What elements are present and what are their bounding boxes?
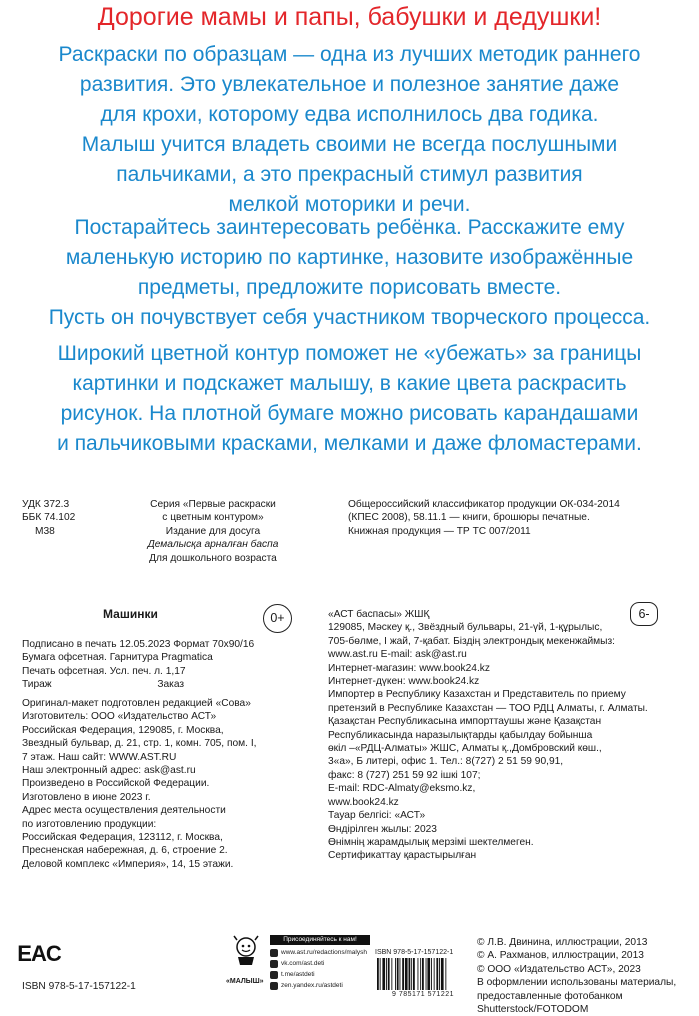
publisher-kz-line: өкіл –«РДЦ-Алматы» ЖШС, Алматы қ.,Домбровский көш.,	[328, 743, 602, 755]
telegram-icon	[270, 971, 278, 979]
brand-logo	[228, 935, 264, 978]
text-line: Раскраски по образцам — одна из лучших методик раннего	[58, 43, 641, 66]
product-classifier	[348, 498, 620, 538]
social-link-telegram[interactable]	[270, 969, 370, 980]
publisher-kz-line: Тауар белгісі: «АСТ»	[328, 810, 426, 822]
publisher-line: Деловой комплекс «Империя», 14, 15 этажи.	[22, 858, 234, 870]
copyright-block	[477, 936, 676, 1016]
text-line: рисунок. На плотной бумаге можно рисовать карандашами	[60, 402, 639, 425]
publisher-line: по изготовлению продукции:	[22, 818, 157, 830]
barcode	[375, 958, 471, 990]
publisher-kz-line: Республикасында наразылықтарды қабылдау бойынша	[328, 729, 593, 741]
text-line: и пальчиковыми красками, мелками и даже фломастерами.	[57, 432, 642, 455]
social-link-text: zen.yandex.ru/astdeti	[281, 982, 343, 989]
brand-logo-text: «МАЛЫШ»	[226, 978, 264, 985]
text-line: Пусть он почувствует себя участником творческого процесса.	[48, 306, 651, 329]
intro-paragraph-2	[0, 213, 699, 333]
social-link-text: vk.com/ast.deti	[281, 960, 325, 967]
text-line: картинки и подскажет малышу, в какие цвета раскрасить	[72, 372, 627, 395]
social-link-text: www.ast.ru/redactions/malysh	[281, 949, 367, 956]
intro-paragraph-3	[0, 339, 699, 459]
publisher-kz-line: факс: 8 (727) 251 59 92 ішкі 107;	[328, 769, 481, 781]
copyright-line: © ООО «Издательство АСТ», 2023	[477, 963, 641, 975]
print-run-line	[22, 678, 254, 691]
eac-mark-icon	[17, 937, 61, 972]
order-label: Заказ	[157, 679, 185, 691]
isbn-left: ISBN 978-5-17-157122-1	[22, 981, 136, 992]
social-block	[270, 935, 370, 991]
author-mark: М38	[35, 525, 55, 537]
publisher-info-kz	[328, 608, 648, 863]
publisher-kz-line: 3«а», Б литері, офис 1. Тел.: 8(727) 2 51 59 90,91,	[328, 756, 564, 768]
publisher-line: Изготовлено в июне 2023 г.	[22, 791, 151, 803]
publisher-line: Оригинал-макет подготовлен редакцией «Сова»	[22, 698, 251, 709]
publisher-kz-line: www.ast.ru E-mail: ask@ast.ru	[328, 649, 467, 661]
copyright-line: © А. Рахманов, иллюстрации, 2013	[477, 950, 644, 962]
copyright-line: предоставленные фотобанком	[477, 990, 623, 1002]
isbn-barcode-label: ISBN 978-5-17-157122-1	[375, 949, 454, 956]
udk-code: УДК 372.3	[22, 499, 70, 510]
publisher-kz-line: претензий в Республике Казахстан — ТОО РДЦ Алматы, г. Алматы.	[328, 702, 648, 714]
bbk-code: ББК 74.102	[22, 512, 76, 524]
publisher-kz-line: 705-бөлме, I жай, 7-қабат. Біздің электрондық мекенжаймыз:	[328, 635, 616, 647]
text-line: пальчиками, а это прекрасный стимул развития	[116, 163, 583, 186]
text-line: Постарайтесь заинтересовать ребёнка. Расскажите ему	[74, 216, 625, 239]
publisher-kz-line: «АСТ баспасы» ЖШҚ	[328, 609, 430, 620]
publisher-kz-line: 129085, Мәскеу қ., Звёздный бульвары, 21-үй, 1-құрылыс,	[328, 622, 603, 634]
publisher-line: 7 этаж. Наш сайт: WWW.AST.RU	[22, 751, 177, 763]
book-title: Машинки	[103, 607, 158, 621]
publisher-kz-line: Интернет-магазин: www.book24.kz	[328, 662, 490, 674]
publisher-kz-line: Өндірілген жылы: 2023	[328, 823, 437, 835]
barcode-icon	[375, 958, 471, 990]
text-line: маленькую историю по картинке, назовите изображённые	[65, 246, 634, 269]
publisher-line: Наш электронный адрес: ask@ast.ru	[22, 765, 196, 777]
series-block	[118, 498, 308, 565]
eac-mark-text: EAC	[17, 941, 61, 966]
print-line: Бумага офсетная. Гарнитура Pragmatica	[22, 652, 213, 664]
text-line: Малыш учится владеть своими не всегда послушными	[81, 133, 618, 156]
print-info	[22, 638, 254, 692]
print-line: Подписано в печать 12.05.2023 Формат 70х90/16	[22, 639, 255, 650]
barcode-digits: 9 785171 571221	[392, 991, 454, 998]
series-line: Серия «Первые раскраски	[150, 499, 276, 510]
print-run-label: Тираж	[22, 679, 52, 691]
social-header: Присоединяйтесь к нам!	[270, 935, 370, 945]
classification-codes	[22, 498, 75, 538]
publisher-kz-line: Импортер в Республику Казахстан и Представитель по приему	[328, 689, 626, 701]
series-line: с цветным контуром»	[162, 512, 264, 524]
publisher-line: Российская Федерация, 123112, г. Москва,	[22, 832, 223, 844]
text-line: для крохи, которому едва исполнилось два годика.	[100, 103, 599, 126]
publisher-line: Пресненская набережная, д. 6, строение 2.	[22, 845, 228, 857]
classifier-line: (КПЕС 2008), 58.11.1 — книги, брошюры печатные.	[348, 512, 590, 524]
copyright-line: В оформлении использованы материалы,	[477, 977, 677, 989]
copyright-line: © Л.В. Двинина, иллюстрации, 2013	[477, 937, 648, 948]
publisher-line: Российская Федерация, 129085, г. Москва,	[22, 724, 224, 736]
publisher-kz-line: E-mail: RDC-Almaty@eksmo.kz,	[328, 783, 476, 795]
social-link-zen[interactable]	[270, 980, 370, 991]
intro-paragraph-1	[0, 40, 699, 220]
copyright-line: Shutterstock/FOTODOM	[477, 1004, 589, 1016]
age-rating-ru: 0+	[263, 604, 292, 633]
text-line: мелкой моторики и речи.	[228, 193, 471, 216]
print-line: Печать офсетная. Усл. печ. л. 1,17	[22, 665, 186, 677]
series-line: Для дошкольного возраста	[149, 552, 277, 564]
age-rating-kz: 6-	[630, 602, 658, 626]
classifier-line: Общероссийский классификатор продукции ОК-034-2014	[348, 499, 620, 510]
publisher-info-ru	[22, 697, 256, 871]
publisher-kz-line: Өнімнің жарамдылық мерзімі шектелмеген.	[328, 836, 534, 848]
text-line: Широкий цветной контур поможет не «убежать» за границы	[57, 342, 642, 365]
social-link-site[interactable]	[270, 947, 370, 958]
page-heading: Дорогие мамы и папы, бабушки и дедушки!	[97, 3, 602, 31]
series-line-kz: Демалысқа арналған баспа	[147, 539, 279, 551]
social-link-text: t.me/astdeti	[281, 971, 315, 978]
publisher-kz-line: www.book24.kz	[328, 796, 399, 808]
publisher-kz-line: Қазақстан Республикасына импорттаушы және Қазақстан	[328, 716, 602, 728]
publisher-line: Изготовитель: ООО «Издательство АСТ»	[22, 711, 217, 723]
series-line: Издание для досуга	[165, 525, 261, 537]
text-line: предметы, предложите порисовать вместе.	[137, 276, 562, 299]
publisher-line: Адрес места осуществления деятельности	[22, 805, 226, 817]
publisher-kz-line: Интернет-дүкен: www.book24.kz	[328, 676, 480, 688]
zen-icon	[270, 982, 278, 990]
text-line: развития. Это увлекательное и полезное занятие даже	[79, 73, 620, 96]
publisher-line: Звездный бульвар, д. 21, стр. 1, комн. 705, пом. I,	[22, 738, 257, 750]
publisher-kz-line: Сертификаттау қарастырылған	[328, 850, 477, 862]
vk-icon	[270, 960, 278, 968]
publisher-line: Произведено в Российской Федерации.	[22, 778, 210, 790]
social-link-vk[interactable]	[270, 958, 370, 969]
globe-icon	[270, 949, 278, 957]
classifier-line: Книжная продукция — ТР ТС 007/2011	[348, 525, 531, 537]
